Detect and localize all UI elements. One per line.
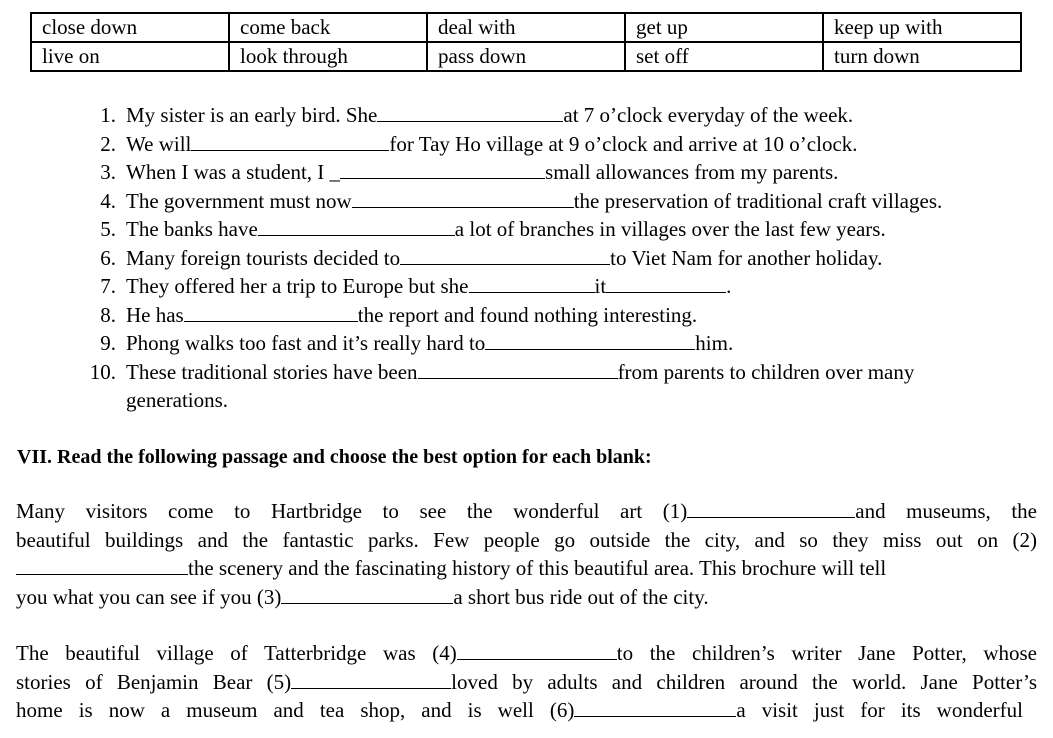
answer-blank[interactable] [400, 247, 610, 265]
passage-blank-2[interactable] [16, 557, 188, 575]
passage-text: a visit just for its wonderful [736, 698, 1023, 722]
passage-paragraph-2 [16, 639, 1037, 725]
item-number: 4. [100, 188, 116, 213]
passage-text: a short bus ride out of the city. [453, 584, 709, 609]
word-bank-row [31, 42, 1021, 71]
passage-text: you what you can see if you (3) [16, 584, 282, 609]
item-number: 9. [100, 331, 116, 355]
word-bank-cell: live on [31, 42, 229, 71]
answer-blank[interactable] [340, 161, 545, 179]
passage-text: and museums, the [855, 499, 1038, 523]
item-text-before: They offered her a trip to Europe but she [126, 274, 469, 298]
item-number: 2. [100, 131, 116, 156]
answer-blank[interactable] [191, 133, 389, 151]
exercise-list [88, 101, 1048, 415]
item-text-before: These traditional stories have been [126, 359, 418, 384]
item-text-after: at 7 o’clock everyday of the week. [563, 103, 854, 127]
item-text-after: the report and found nothing interesting. [357, 302, 698, 327]
word-bank-cell: deal with [427, 13, 625, 42]
word-bank-cell: come back [229, 13, 427, 42]
item-text-before: We will [126, 131, 192, 156]
word-bank-cell: pass down [427, 42, 625, 71]
answer-blank[interactable] [184, 304, 358, 322]
passage-text: Many visitors come to Hartbridge to see the wonderful art (1) [16, 499, 688, 523]
answer-blank[interactable] [352, 190, 574, 208]
passage-line [16, 554, 1037, 583]
item-text-middle: it [594, 274, 607, 298]
word-bank-cell: get up [625, 13, 823, 42]
item-number: 3. [100, 160, 116, 184]
item-number: 5. [100, 217, 116, 241]
item-text-after: for Tay Ho village at 9 o’clock and arrive at 10 o’clock. [389, 131, 858, 156]
passage-text: The beautiful village of Tatterbridge was (4) [16, 641, 457, 665]
passage-text: the scenery and the fascinating history of this beautiful area. This brochure will tell [188, 556, 887, 580]
item-text-after: small allowances from my parents. [545, 160, 839, 184]
exercise-item [88, 358, 1048, 415]
answer-blank[interactable] [258, 218, 455, 236]
item-text-before: When I was a student, I _ [126, 160, 341, 184]
item-text-before: Many foreign tourists decided to [126, 245, 401, 270]
passage-blank-6[interactable] [574, 699, 736, 717]
word-bank-cell: turn down [823, 42, 1021, 71]
passage-text: stories of Benjamin Bear (5) [16, 669, 292, 694]
word-bank-cell: keep up with [823, 13, 1021, 42]
item-number: 1. [100, 103, 116, 127]
exercise-item [88, 158, 1048, 187]
item-text-after: a lot of branches in villages over the last few years. [454, 217, 886, 241]
passage-blank-4[interactable] [457, 642, 617, 660]
item-text-before: Phong walks too fast and it’s really hard to [126, 331, 486, 355]
item-number: 7. [100, 274, 116, 298]
item-number: 6. [100, 245, 116, 270]
answer-blank[interactable] [485, 332, 695, 350]
answer-blank[interactable] [606, 275, 726, 293]
passage-line [16, 696, 1037, 725]
item-text-before: The government must now [126, 188, 352, 213]
item-text-before: The banks have [126, 217, 258, 241]
answer-blank[interactable] [377, 104, 563, 122]
word-bank-table [30, 12, 1022, 72]
passage-blank-1[interactable] [687, 500, 855, 518]
passage-line [16, 497, 1037, 526]
item-text-before: He has [126, 302, 184, 327]
word-bank-cell: close down [31, 13, 229, 42]
item-number: 10. [89, 359, 116, 384]
passage-line [16, 668, 1037, 697]
item-text-after: the preservation of traditional craft villages. [573, 188, 943, 213]
exercise-item [88, 272, 1048, 301]
passage-text: home is now a museum and tea shop, and is well (6) [16, 698, 575, 722]
exercise-item [88, 244, 1048, 273]
passage-text: loved by adults and children around the world. Jane Potter’s [451, 669, 1037, 694]
item-number: 8. [100, 302, 116, 327]
passage-line [16, 583, 1037, 612]
exercise-item [88, 301, 1048, 330]
word-bank-row [31, 13, 1021, 42]
item-text-after: him. [695, 331, 734, 355]
passage-line [16, 526, 1037, 555]
answer-blank[interactable] [469, 275, 595, 293]
exercise-item [88, 130, 1048, 159]
passage-text: beautiful buildings and the fantastic parks. Few people go outside the city, and so they miss out on (2) [16, 527, 1037, 552]
word-bank-cell: set off [625, 42, 823, 71]
answer-blank[interactable] [418, 361, 618, 379]
exercise-item [88, 215, 1048, 244]
passage-text: to the children’s writer Jane Potter, whose [616, 641, 1037, 665]
exercise-item [88, 329, 1048, 358]
item-text-after: . [726, 274, 732, 298]
passage-line [16, 639, 1037, 668]
passage-blank-3[interactable] [281, 586, 453, 604]
passage-blank-5[interactable] [291, 671, 451, 689]
exercise-item [88, 101, 1048, 130]
passage-paragraph-1 [16, 497, 1037, 611]
exercise-item [88, 187, 1048, 216]
word-bank-cell: look through [229, 42, 427, 71]
item-text-continuation: generations. [126, 388, 229, 412]
item-text-after: to Viet Nam for another holiday. [610, 245, 883, 270]
section-heading: VII. Read the following passage and choose the best option for each blank: [17, 446, 652, 468]
item-text-after: from parents to children over many [617, 359, 915, 384]
item-text-before: My sister is an early bird. She [126, 103, 378, 127]
